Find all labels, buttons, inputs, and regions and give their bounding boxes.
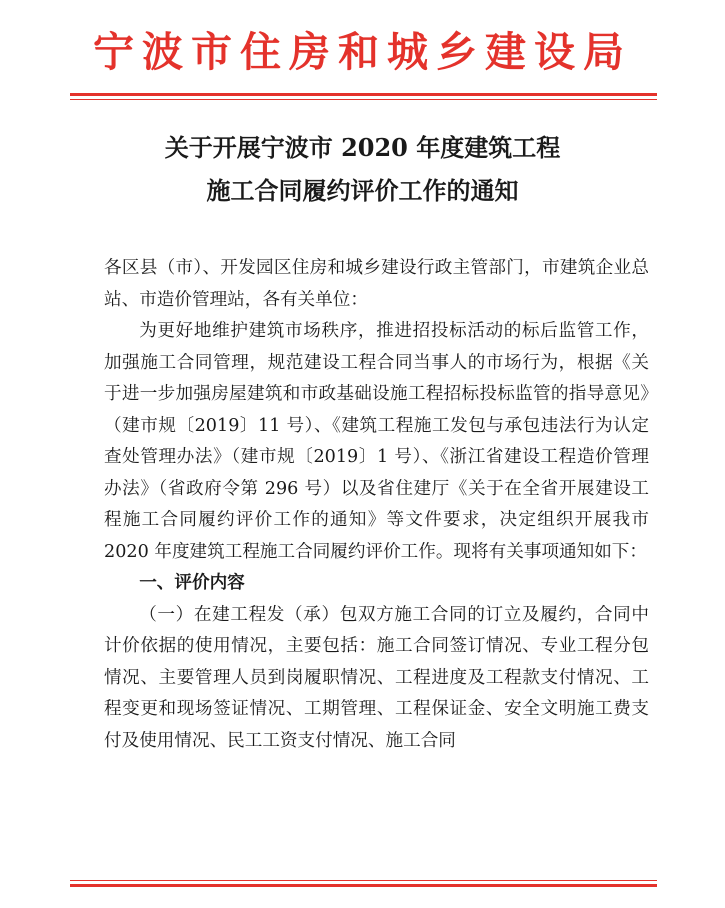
document-title-line-2: 施工合同履约评价工作的通知 (206, 176, 519, 205)
page-divider-bottom (70, 880, 657, 887)
intro-paragraph: 为更好地维护建筑市场秩序，推进招投标活动的标后监管工作，加强施工合同管理，规范建设工程合同当事人的市场行为，根据《关于进一步加强房屋建筑和市政基础设施工程招标投标监管的指导意见》（建市规〔2019〕11 号）、《建筑工程施工发包与承包违法行为认定查处管理办法》（建市规〔2019〕1 号）、《浙江省建设工程造价管理办法》（省政府令第 296 号）以及省住建厅《关于在全省开展建设工程施工合同履约评价工作的通知》等文件要求，决定组织开展我市 2020 年度建筑工程施工合同履约评价工作。现将有关事项通知如下： (104, 321, 649, 562)
letterhead-divider-top (70, 93, 657, 100)
letterhead-org-name: 宁波市住房和城乡建设局 (93, 28, 632, 76)
document-body (104, 253, 649, 757)
section-heading-evaluation-content: 一、评价内容 (139, 573, 245, 593)
salutation: 各区县（市）、开发园区住房和城乡建设行政主管部门，市建筑企业总站、市造价管理站，各有关单位： (104, 258, 649, 310)
document-title-line-1: 关于开展宁波市 2020 年度建筑工程 (164, 133, 561, 162)
document-title (0, 126, 725, 212)
evaluation-content-paragraph: （一）在建工程发（承）包双方施工合同的订立及履约，合同中计价依据的使用情况，主要包括：施工合同签订情况、专业工程分包情况、主要管理人员到岗履职情况、工程进度及工程款支付情况、工程变更和现场签证情况、工期管理、工程保证金、安全文明施工费支付及使用情况、民工工资支付情况、施工合同 (104, 604, 649, 751)
